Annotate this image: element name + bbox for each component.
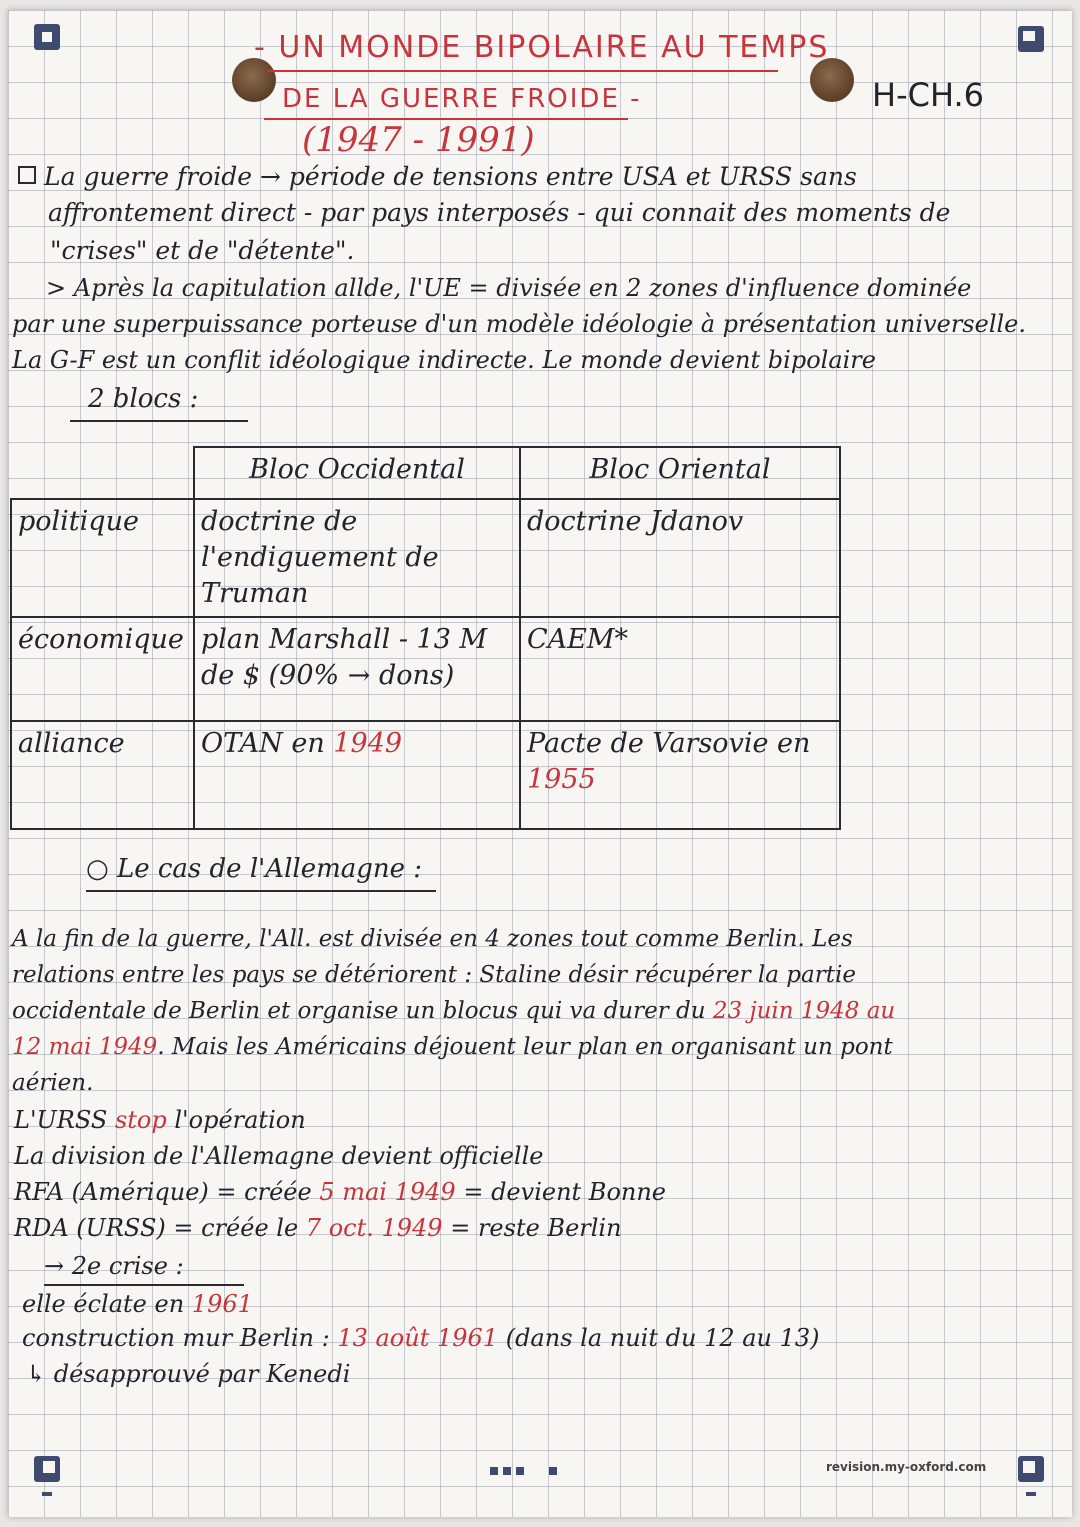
cell-west-alliance xyxy=(194,721,520,829)
row-label-alliance: alliance xyxy=(11,721,194,829)
intro-line: "crises" et de "détente". xyxy=(50,236,355,265)
intro-line: affrontement direct - par pays interposés - qui connait des moments de xyxy=(48,198,951,227)
underline xyxy=(44,1284,244,1286)
underline xyxy=(70,420,248,422)
germany-text: RFA (Amérique) = créée xyxy=(14,1178,312,1206)
germany-text: construction mur Berlin : xyxy=(22,1324,330,1352)
title-dates: (1947 - 1991) xyxy=(302,120,535,160)
row-label-politique: politique xyxy=(11,499,194,617)
germany-text: occidentale de Berlin et organise un blocus qui va durer du xyxy=(12,998,706,1024)
cell-west-economique: plan Marshall - 13 M de $ (90% → dons) xyxy=(194,617,520,721)
germany-line: ↳ désapprouvé par Kenedi xyxy=(26,1360,351,1388)
cell-east-alliance xyxy=(520,721,840,829)
corner-mark-top-right-icon xyxy=(1018,26,1044,52)
checkbox-bullet-icon xyxy=(18,166,36,184)
germany-text: l'opération xyxy=(174,1106,306,1134)
germany-line xyxy=(14,1178,666,1206)
alliance-west-year: 1949 xyxy=(333,728,403,759)
cell-east-politique: doctrine Jdanov xyxy=(520,499,840,617)
crisis-title: → 2e crise : xyxy=(44,1252,184,1280)
germany-line: relations entre les pays se détériorent : Staline désir récupérer la partie xyxy=(12,962,856,988)
corner-mark-top-left-icon xyxy=(34,24,60,50)
alliance-west-text: OTAN en xyxy=(201,728,325,759)
cell-east-economique: CAEM* xyxy=(520,617,840,721)
germany-text: = devient Bonne xyxy=(463,1178,667,1206)
germany-line xyxy=(14,1214,622,1242)
row-label-economique: économique xyxy=(11,617,194,721)
alliance-east-text: Pacte de Varsovie en xyxy=(527,728,811,759)
germany-date: 5 mai 1949 xyxy=(319,1178,456,1206)
intro-line: La guerre froide → période de tensions entre USA et URSS sans xyxy=(44,162,857,191)
germany-date: 12 mai 1949 xyxy=(12,1034,158,1060)
germany-date: 13 août 1961 xyxy=(337,1324,499,1352)
intro-blocs-label: 2 blocs : xyxy=(88,384,199,414)
table-header-west: Bloc Occidental xyxy=(194,447,520,499)
germany-text: (dans la nuit du 12 au 13) xyxy=(505,1324,820,1352)
alliance-east-year: 1955 xyxy=(527,764,596,795)
chapter-label: H-CH.6 xyxy=(872,76,984,114)
footer-dots-icon xyxy=(490,1462,562,1480)
germany-line xyxy=(12,1034,893,1060)
tick-mark-icon xyxy=(1026,1492,1036,1496)
germany-text: = reste Berlin xyxy=(450,1214,622,1242)
germany-line: A la fin de la guerre, l'All. est divisée en 4 zones tout comme Berlin. Les xyxy=(12,926,853,952)
germany-line: La division de l'Allemagne devient officielle xyxy=(14,1142,544,1170)
intro-line: La G-F est un conflit idéologique indirecte. Le monde devient bipolaire xyxy=(12,346,876,374)
title-line-2: DE LA GUERRE FROIDE - xyxy=(282,84,642,114)
germany-line xyxy=(22,1324,820,1352)
corner-mark-bottom-right-icon xyxy=(1018,1456,1044,1482)
table-corner-cell xyxy=(11,447,194,499)
germany-line xyxy=(12,998,895,1024)
cell-west-politique: doctrine de l'endiguement de Truman xyxy=(194,499,520,617)
title-line-1: - UN MONDE BIPOLAIRE AU TEMPS xyxy=(254,30,830,65)
germany-line xyxy=(14,1106,306,1134)
tick-mark-icon xyxy=(42,1492,52,1496)
germany-text: . Mais les Américains déjouent leur plan en organisant un pont xyxy=(157,1034,893,1060)
germany-text: elle éclate en xyxy=(22,1290,185,1318)
section-heading: ○ Le cas de l'Allemagne : xyxy=(86,854,423,884)
germany-line: aérien. xyxy=(12,1070,94,1096)
blocs-table xyxy=(10,446,841,830)
table-header-east: Bloc Oriental xyxy=(520,447,840,499)
germany-text: L'URSS xyxy=(14,1106,108,1134)
intro-line: par une superpuissance porteuse d'un modèle idéologie à présentation universelle. xyxy=(12,310,1026,338)
germany-date: 7 oct. 1949 xyxy=(305,1214,443,1242)
corner-mark-bottom-left-icon xyxy=(34,1456,60,1482)
germany-text: RDA (URSS) = créée le xyxy=(14,1214,299,1242)
germany-date: 1961 xyxy=(191,1290,253,1318)
germany-highlight: stop xyxy=(114,1106,167,1134)
germany-date: 23 juin 1948 au xyxy=(712,998,896,1024)
title-underline xyxy=(268,70,778,72)
underline xyxy=(86,890,436,892)
intro-line: > Après la capitulation allde, l'UE = divisée en 2 zones d'influence dominée xyxy=(46,274,972,302)
footer-site: revision.my-oxford.com xyxy=(826,1460,987,1474)
germany-line xyxy=(22,1290,253,1318)
